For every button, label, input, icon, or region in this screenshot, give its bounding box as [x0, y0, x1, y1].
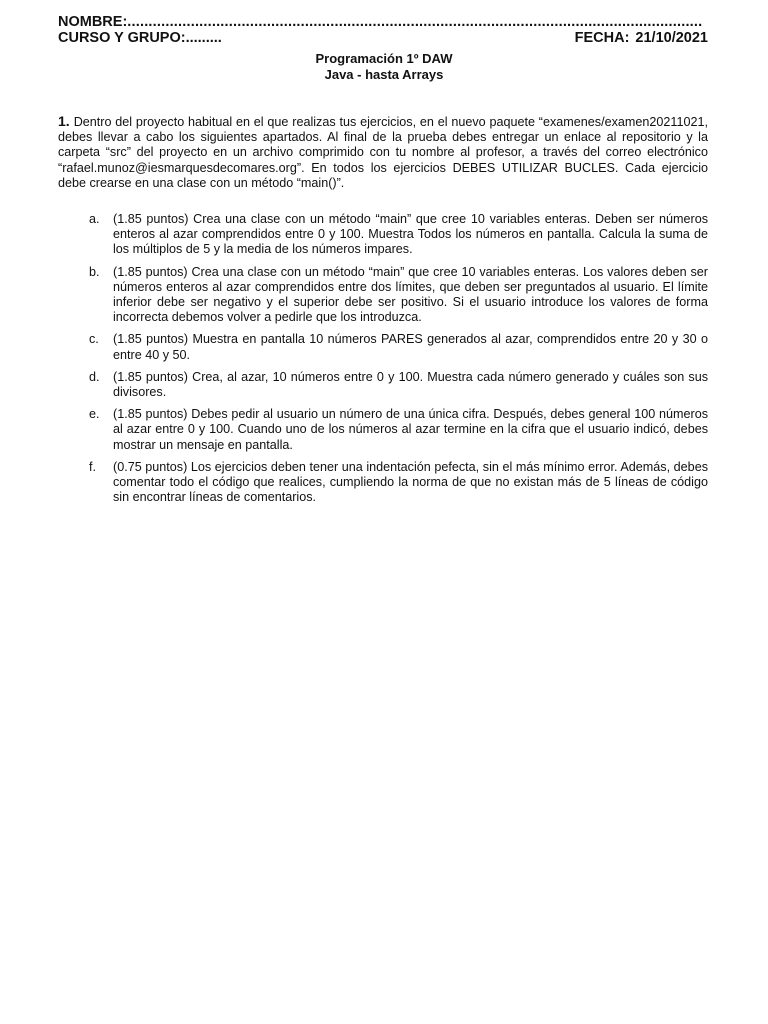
- document-titles: [0, 51, 768, 83]
- item-a: [0, 212, 708, 258]
- curso-fecha-line: [58, 30, 708, 47]
- item-f: [0, 460, 708, 506]
- fecha-value: 21/10/2021: [635, 30, 708, 46]
- exercise-text: Dentro del proyecto habitual en el que realizas tus ejercicios, en el nuevo paquete “examenes/examen20211021, debes llevar a cabo los siguientes apartados. Al final de la prueba debes entregar un enlace al repositorio y la carpeta “src” del proyecto en un archivo comprimido con tu nombre al profesor, a través del correo electrónico “rafael.munoz@iesmarquesdecomares.org”. En todos los ejercicios DEBES UTILIZAR BUCLES. Cada ejercicio debe crearse en una clase con un método “main()”.: [58, 115, 708, 190]
- exercise-intro: [58, 114, 708, 191]
- item-letter: f.: [89, 459, 96, 474]
- item-text: (1.85 puntos) Muestra en pantalla 10 números PARES generados al azar, comprendidos entre 20 y 30 o entre 40 y 50.: [113, 332, 708, 362]
- fecha-label: FECHA:: [574, 30, 630, 46]
- item-text: (1.85 puntos) Crea una clase con un método “main” que cree 10 variables enteras. Los valores deben ser números enteros al azar comprendidos entre dos límites, que deben ser preguntados al usuario. El límite inferior debe ser negativo y el superior debe ser positivo. Si el usuario introduce los valores de forma incorrecta debemos volver a pedirle que los introduzca.: [113, 264, 708, 325]
- item-letter: c.: [89, 332, 99, 347]
- nombre-line: [58, 14, 708, 31]
- nombre-blank: ........................................................................................................................................: [127, 14, 703, 30]
- item-letter: b.: [89, 264, 100, 279]
- item-letter: e.: [89, 407, 100, 422]
- exercise-number: 1.: [58, 113, 70, 129]
- nombre-label: NOMBRE:: [58, 14, 128, 30]
- item-text: (1.85 puntos) Crea, al azar, 10 números entre 0 y 100. Muestra cada número generado y cuáles son sus divisores.: [113, 369, 708, 400]
- item-text: (1.85 puntos) Crea una clase con un método “main” que cree 10 variables enteras. Deben ser números enteros al azar comprendidos entre 0 y 100. Muestra Todos los números en pantalla. Calcula la suma de los múltiplos de 5 y la media de los números impares.: [113, 212, 708, 257]
- item-text: (1.85 puntos) Debes pedir al usuario un número de una única cifra. Después, debes general 100 números al azar entre 0 y 100. Cuando uno de los números al azar termine en la cifra que el usuario indicó, debes mostrar un mensaje en pantalla.: [113, 407, 708, 452]
- item-c: [0, 332, 708, 362]
- curso-label: CURSO Y GRUPO:.........: [58, 30, 222, 46]
- course-title: Programación 1º DAW: [315, 51, 453, 66]
- exercise-items: [0, 212, 768, 512]
- item-b: [0, 265, 708, 326]
- item-letter: a.: [89, 212, 100, 226]
- item-text: (0.75 puntos) Los ejercicios deben tener una indentación pefecta, sin el más mínimo error. Además, debes comentar todo el código que realices, cumpliendo la norma de que no existan más de 5 líneas de código sin encontrar líneas de comentarios.: [113, 459, 708, 505]
- item-d: [0, 370, 708, 400]
- item-e: [0, 407, 708, 453]
- topic-title: Java - hasta Arrays: [324, 67, 444, 82]
- fecha-group: [569, 30, 708, 47]
- item-letter: d.: [89, 369, 100, 384]
